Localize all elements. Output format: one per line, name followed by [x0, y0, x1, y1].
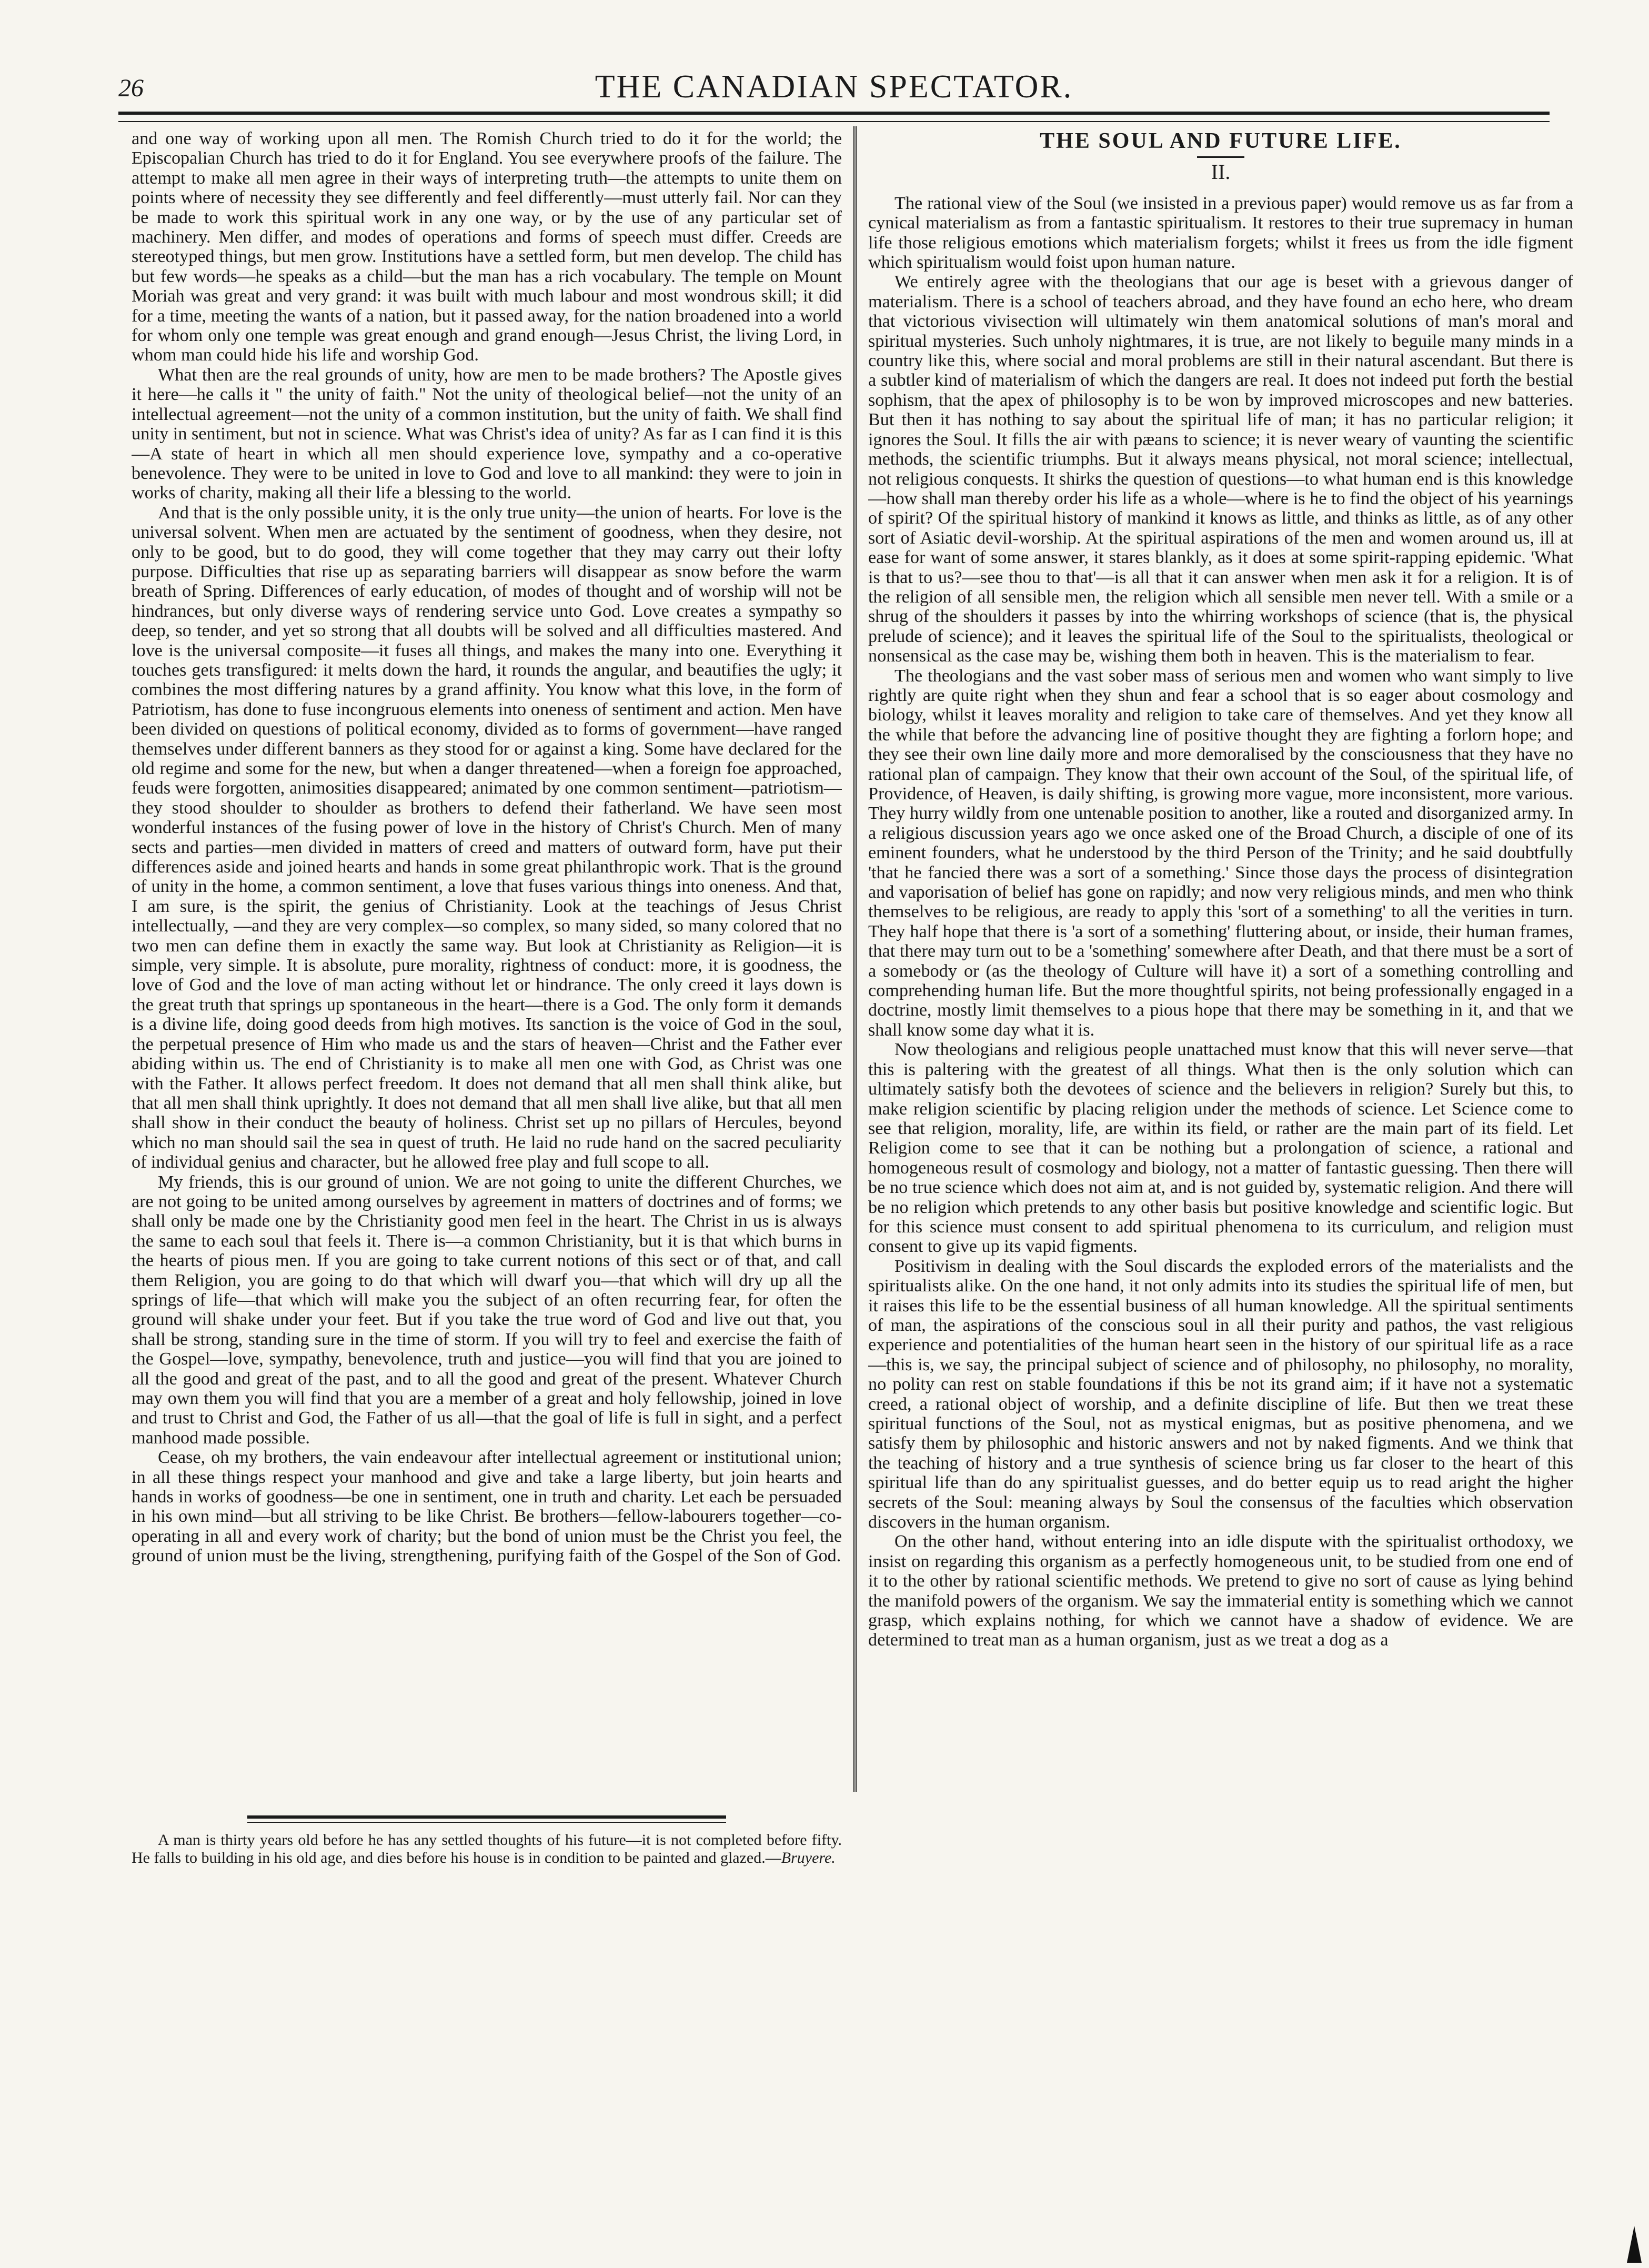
section-numeral: II.	[1211, 160, 1231, 184]
column-divider	[853, 126, 857, 1792]
quote-text: A man is thirty years old before he has any settled thoughts of his future—it is not completed before fifty. He falls to building in his old age, and dies before his house is in condition to be painted and glazed.—	[132, 1831, 842, 1866]
masthead-title: THE CANADIAN SPECTATOR.	[595, 69, 1073, 105]
page-header	[118, 68, 1550, 108]
page-edge-mark	[1627, 2226, 1642, 2263]
quote-rule	[247, 1815, 726, 1823]
left-column	[132, 129, 842, 1858]
quote-attribution: Bruyere.	[781, 1849, 836, 1866]
right-paragraph-2: We entirely agree with the theologians that our age is beset with a grievous danger of materialism. There is a school of teachers abroad, and they have found an echo here, who dream that victorious vivisection will ultimately win them anatomical solutions of man's moral and spiritual mysteries. Such unholy nightmares, it is true, are not likely to beguile many minds in a country like this, where social and moral problems are still in their natural ascendant. But there is a subtler kind of materialism of which the dangers are real. It does not indeed put forth the bestial sophism, that the apex of philosophy is to be won by improved microscopes and new batteries. But then it has nothing to say about the spiritual life of man; it has no particular religion; it ignores the Soul. It fills the air with pæans to science; it is never weary of vaunting the scientific methods, the scientific triumphs. But it always means physical, not moral science; intellectual, not religious conquests. It shirks the question of questions—to what human end is this knowledge—how shall man thereby order his life as a whole—where is he to find the object of his yearnings of spirit? Of the spiritual history of mankind it knows as little, and thinks as little, as of any other sort of Asiatic devil-worship. At the spiritual aspirations of the men and women around us, ill at ease for want of some answer, it stares blankly, as it does at some spirit-rapping epidemic. 'What is that to us?—see thou to that'—is all that it can answer when men ask it for a religion. It is of the religion of all sensible men, the religion which all sensible men never tell. With a smile or a shrug of the shoulders it passes by into the whirring workshops of science (that is, the physical prelude of science); and it leaves the spiritual life of the Soul to the spiritualists, theological or nonsensical as the case may be, wishing them both in heaven. This is the materialism to fear.	[868, 272, 1573, 666]
right-paragraph-4: Now theologians and religious people unattached must know that this will never serve—that this is paltering with the greatest of all things. What then is the only solution which can ultimately satisfy both the devotees of science and the believers in religion? Surely but this, to make religion scientific by placing religion under the methods of science. Let Science come to see that religion, morality, life, are within its field, or rather are the main part of its field. Let Religion come to see that it can be nothing but a prolongation of science, a rational and homogeneous result of cosmology and biology, not a matter of fantastic guessing. Then there will be no true science which does not aim at, and is not guided by, systematic religion. And there will be no religion which pretends to any other basis but positive knowledge and scientific logic. But for this science must consent to add spiritual phenomena to its curriculum, and religion must consent to give up its vapid figments.	[868, 1040, 1573, 1257]
left-paragraph-5: Cease, oh my brothers, the vain endeavour after intellectual agreement or institutional union; in all these things respect your manhood and give and take a large liberty, but join hearts and hands in works of goodness—be one in sentiment, one in truth and charity. Let each be persuaded in his own mind—but all striving to be like Christ. Be brothers—fellow-labourers together—co-operating in all and every work of charity; but the bond of union must be the Christ you feel, the ground of union must be the living, strengthening, purifying faith of the Gospel of the Son of God.	[132, 1448, 842, 1566]
article-title: THE SOUL AND FUTURE LIFE.	[1040, 129, 1402, 153]
left-paragraph-2: What then are the real grounds of unity, how are men to be made brothers? The Apostle gives it here—he calls it " the unity of faith." Not the unity of theological belief—not the unity of an intellectual agreement—not the unity of a common institution, but the unity of faith. We shall find unity in sentiment, but not in science. What was Christ's idea of unity? As far as I can find it is this—A state of heart in which all men should experience love, sympathy and a co-operative benevolence. They were to be united in love to God and love to all mankind: they were to join in works of charity, making all their life a blessing to the world.	[132, 365, 842, 503]
right-paragraph-6: On the other hand, without entering into an idle dispute with the spiritualist orthodoxy, we insist on regarding this organism as a perfectly homogeneous unit, to be studied from one end of it to the other by rational scientific methods. We pretend to give no sort of cause as lying behind the manifold powers of the organism. We say the immaterial entity is something which we cannot grasp, which explains nothing, for which we cannot have a shadow of evidence. We are determined to treat man as a human organism, just as we treat a dog as a	[868, 1532, 1573, 1650]
left-paragraph-4: My friends, this is our ground of union. We are not going to unite the different Churches, we are not going to be united among ourselves by agreement in matters of doctrines and of forms; we shall only be made one by the Christianity good men feel in the heart. The Christ in us is always the same to each soul that feels it. There is—a common Christianity, but it is that which burns in the hearts of pious men. If you are going to take current notions of this sect or of that, and call them Religion, you are going to do that which will dwarf you—that which will dry up all the springs of life—that which will make you the subject of an often recurring fear, for often the ground will shake under your feet. But if you take the true word of God and live out that, you shall be strong, standing sure in the time of storm. If you will try to feel and exercise the faith of the Gospel—love, sympathy, benevolence, truth and justice—you will find that you are joined to all the good and great of the past, and to all the good and great of the present. Whatever Church may own them you will find that you are a member of a great and holy fellowship, joined in love and trust to Christ and God, the Father of us all—that the goal of life is full in sight, and a perfect manhood made possible.	[132, 1172, 842, 1448]
left-paragraph-1: and one way of working upon all men. The Romish Church tried to do it for the world; the Episcopalian Church has tried to do it for England. You see everywhere proofs of the failure. The attempt to make all men agree in their ways of interpreting truth—the attempts to unite them on points where of necessity they see differently and feel differently—must utterly fail. Nor can they be made to work this spiritual work in any one way, or by the use of any particular set of machinery. Men differ, and modes of operations and forms of speech must differ. Creeds are stereotyped things, but men grow. Institutions have a settled form, but men develop. The child has but few words—he speaks as a child—but the man has a rich vocabulary. The temple on Mount Moriah was great and very grand: it was built with much labour and most wondrous skill; it did for a time, meeting the wants of a nation, but it passed away, for the nation broadened into a world for whom only one temple was great enough and grand enough—Jesus Christ, the living Lord, in whom man could hide his life and worship God.	[132, 129, 842, 365]
closing-quote	[132, 1815, 842, 1867]
right-column	[868, 126, 1573, 1858]
left-paragraph-3: And that is the only possible unity, it is the only true unity—the union of hearts. For love is the universal solvent. When men are actuated by the sentiment of goodness, when they desire, not only to be good, but to do good, they will come together that they may carry out their lofty purpose. Difficulties that rise up as separating barriers will disappear as snow before the warm breath of Spring. Differences of early education, of modes of thought and of worship will not be hindrances, but only diverse ways of rendering service unto God. Love creates a sympathy so deep, so tender, and yet so strong that all doubts will be solved and all difficulties mastered. And love is the universal composite—it fuses all things, and makes the many into one. Everything it touches gets transfigured: it melts down the hard, it rounds the angular, and beautifies the ugly; it combines the most differing natures by a grand affinity. You know what this love, in the form of Patriotism, has done to fuse incongruous elements into oneness of sentiment and action. Men have been divided on questions of political economy, divided as to forms of government—have ranged themselves under different banners as they stood for or against a king. Some have declared for the old regime and some for the new, but when a danger threatened—when a foreign foe approached, feuds were forgotten, animosities disappeared; animated by one common sentiment—patriotism—they stood shoulder to shoulder as brothers to defend their fatherland. We have seen most wonderful instances of the fusing power of love in the history of Christ's Church. Men of many sects and parties—men divided in matters of creed and matters of outward form, have put their differences aside and joined hearts and hands in some great philanthropic work. That is the ground of unity in the home, a common sentiment, a love that fuses various things into oneness. And that, I am sure, is the spirit, the genius of Christianity. Look at the teachings of Jesus Christ intellectually, —and they are very complex—so complex, so many sided, so many colored that no two men can define them in exactly the same way. But look at Christianity as Religion—it is simple, very simple. It is absolute, pure morality, rightness of conduct: more, it is goodness, the love of God and the love of man acting without let or hindrance. The only creed it lays down is the great truth that springs up spontaneous in the heart—there is a God. The only form it demands is a divine life, doing good deeds from high motives. Its sanction is the voice of God in the soul, the perpetual presence of Him who made us and the stars of heaven—Christ and the Father ever abiding within us. The end of Christianity is to make all men one with God, as Christ was one with the Father. It allows perfect freedom. It does not demand that all men shall think alike, but that all men shall think uprightly. It does not demand that all men shall live alike, but that all men shall show in their conduct the beauty of holiness. Christ set up no pillars of Hercules, beyond which no man should sail the sea in quest of truth. He laid no rude hand on the sacred peculiarity of individual genius and character, but he allowed free play and full scope to all.	[132, 503, 842, 1172]
header-rule	[118, 112, 1550, 122]
quote-paragraph	[132, 1831, 842, 1867]
title-rule	[1197, 156, 1244, 158]
page-number: 26	[118, 74, 144, 102]
right-paragraph-5: Positivism in dealing with the Soul discards the exploded errors of the materialists and the spiritualists alike. On the one hand, it not only admits into its studies the spiritual life of men, but it raises this life to be the essential business of all human knowledge. All the spiritual sentiments of man, the aspirations of the conscious soul in all their purity and pathos, the vast religious experience and potentialities of the human heart seen in the history of our spiritual life as a race—this is, we say, the principal subject of science and of philosophy, no philosophy, no morality, no polity can rest on stable foundations if this be not its grand aim; if it have not a systematic creed, a rational object of worship, and a definite discipline of life. But then we treat these spiritual functions of the Soul, not as mystical enigmas, but as positive phenomena, and we satisfy them by philosophic and historic answers and not by naked figments. And we think that the teaching of history and a true synthesis of science bring us far closer to the heart of this spiritual life than do any spiritualist guesses, and do better equip us to read aright the higher secrets of the Soul: meaning always by Soul the consensus of the faculties which observation discovers in the human organism.	[868, 1256, 1573, 1532]
right-paragraph-1: The rational view of the Soul (we insisted in a previous paper) would remove us as far from a cynical materialism as from a fantastic spiritualism. It restores to their true supremacy in human life those religious emotions which materialism forgets; whilst it frees us from the idle figment which spiritualism would foist upon human nature.	[868, 193, 1573, 273]
right-paragraph-3: The theologians and the vast sober mass of serious men and women who want simply to live rightly are quite right when they shun and fear a school that is so eager about cosmology and biology, whilst it leaves morality and religion to take care of themselves. And yet they know all the while that before the advancing line of positive thought they are fighting a forlorn hope; and they see their own line daily more and more demoralised by the consciousness that they have no rational plan of campaign. They know that their own account of the Soul, of the spiritual life, of Providence, of Heaven, is daily shifting, is growing more vague, more inconsistent, more various. They hurry wildly from one untenable position to another, like a routed and disorganized army. In a religious discussion years ago we once asked one of the Broad Church, a disciple of one of its eminent founders, what he understood by the third Person of the Trinity; and he said doubtfully 'that he fancied there was a sort of a something.' Since those days the process of disintegration and vaporisation of belief has gone on rapidly; and now very religious minds, and men who think themselves to be religious, are ready to apply this 'sort of a something' to all the verities in turn. They half hope that there is 'a sort of a something' fluttering about, or inside, their human frames, that there may turn out to be a 'something' somewhere after Death, and that there must be a sort of a somebody or (as the theology of Culture will have it) a sort of a something controlling and comprehending human life. But the more thoughtful spirits, not being professionally engaged in a doctrine, mostly limit themselves to a pious hope that there may be something in it, and that we shall know some day what it is.	[868, 666, 1573, 1040]
